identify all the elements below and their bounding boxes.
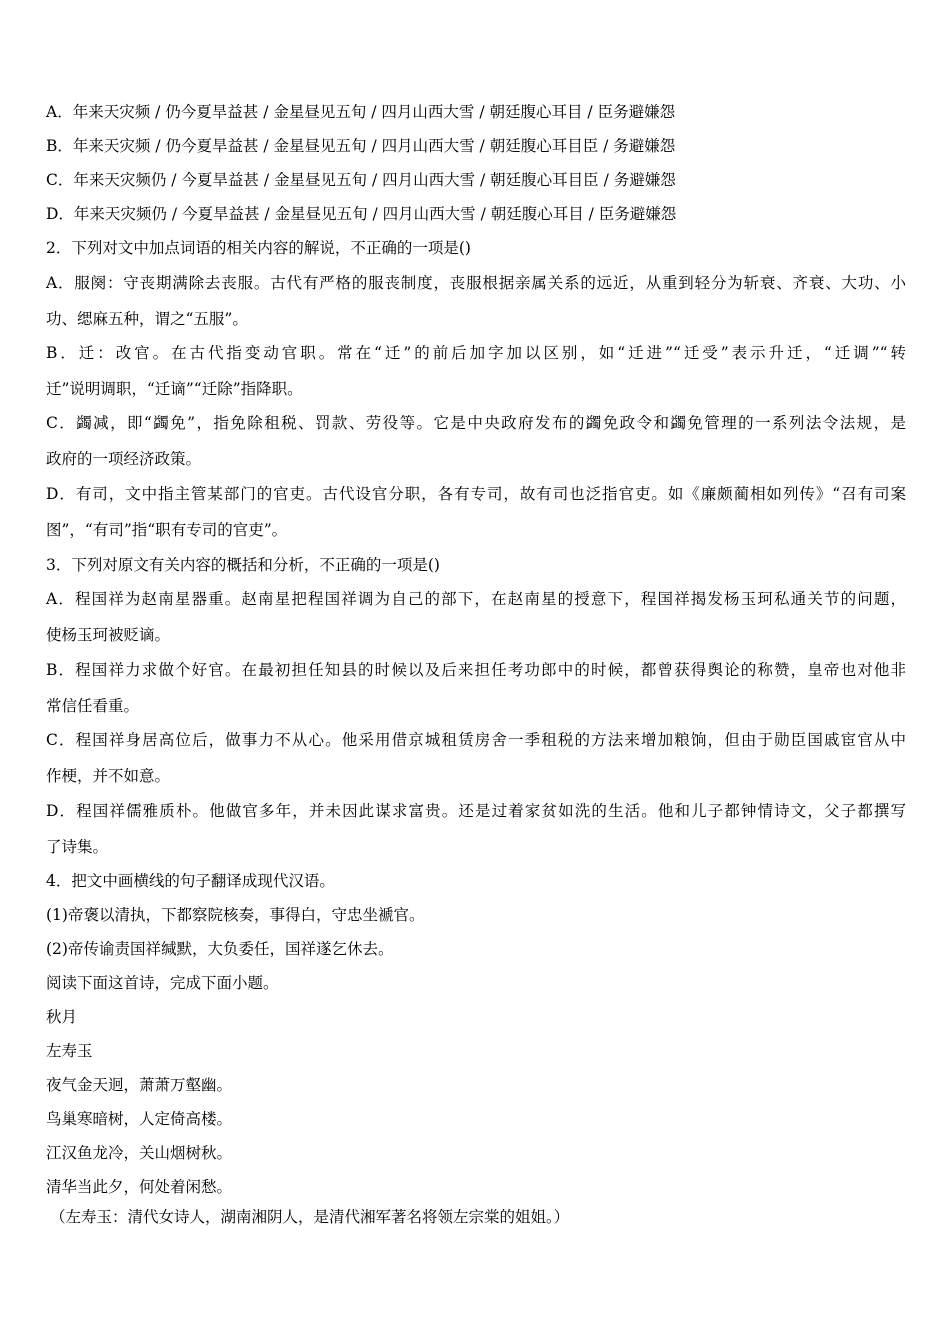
poem-line-4: 清华当此夕，何处着闲愁。 <box>46 1178 233 1196</box>
poem-title: 秋月 <box>46 1008 78 1026</box>
q2-option-d-line2: 图”，“有司”指“职有专司的官吏”。 <box>46 521 288 539</box>
q2-option-b-line1: B．迁：改官。在古代指变动官职。常在“迁”的前后加字加以区别，如“迁进”“迁受”表示升迁，“迁调”“转 <box>46 344 906 362</box>
poem-author: 左寿玉 <box>46 1042 93 1060</box>
q4-sentence-1: (1)帝褒以清执，下都察院核奏，事得白，守忠坐褫官。 <box>46 906 425 924</box>
poem-note: （左寿玉：清代女诗人，湖南湘阴人，是清代湘军著名将领左宗棠的姐姐。） <box>50 1208 570 1226</box>
poem-line-3: 江汉鱼龙冷，关山烟树秋。 <box>46 1144 233 1162</box>
poem-line-1: 夜气金天迥，萧萧万壑幽。 <box>46 1076 233 1094</box>
poem-intro: 阅读下面这首诗，完成下面小题。 <box>46 974 279 992</box>
q3-option-c-line1: C．程国祥身居高位后，做事力不从心。他采用借京城租赁房舍一季租税的方法来增加粮饷，但由于勋臣国戚宦官从中 <box>46 731 906 749</box>
q3-option-a-line1: A．程国祥为赵南星器重。赵南星把程国祥调为自己的部下，在赵南星的授意下，程国祥揭发杨玉珂私通关节的问题， <box>46 590 906 608</box>
q2-stem: 2．下列对文中加点词语的相关内容的解说，不正确的一项是() <box>46 239 471 257</box>
q3-option-b-line2: 常信任看重。 <box>46 697 140 715</box>
q1-option-b: B．年来天灾频 / 仍今夏旱益甚 / 金星昼见五旬 / 四月山西大雪 / 朝廷腹心耳目臣 / 务避嫌怨 <box>46 137 676 155</box>
q1-option-a: A．年来天灾频 / 仍今夏旱益甚 / 金星昼见五旬 / 四月山西大雪 / 朝廷腹心耳目 / 臣务避嫌怨 <box>46 103 676 121</box>
q1-option-d: D．年来天灾频仍 / 今夏旱益甚 / 金星昼见五旬 / 四月山西大雪 / 朝廷腹心耳目 / 臣务避嫌怨 <box>46 205 677 223</box>
q2-option-d-line1: D．有司，文中指主管某部门的官吏。古代设官分职，各有专司，故有司也泛指官吏。如《廉颇蔺相如列传》“召有司案 <box>46 485 906 503</box>
q3-option-d-line1: D．程国祥儒雅质朴。他做官多年，并未因此谋求富贵。还是过着家贫如洗的生活。他和儿子都钟情诗文，父子都撰写 <box>46 802 906 820</box>
q2-option-c-line2: 政府的一项经济政策。 <box>46 450 202 468</box>
q1-option-c: C．年来天灾频仍 / 今夏旱益甚 / 金星昼见五旬 / 四月山西大雪 / 朝廷腹心耳目臣 / 务避嫌怨 <box>46 171 676 189</box>
q2-option-c-line1: C．蠲减，即“蠲免”，指免除租税、罚款、劳役等。它是中央政府发布的蠲免政令和蠲免管理的一系列法令法规，是 <box>46 414 906 432</box>
q3-option-a-line2: 使杨玉珂被贬谪。 <box>46 626 171 644</box>
q2-option-a-line2: 功、缌麻五种，谓之“五服”。 <box>46 310 248 328</box>
q3-stem: 3．下列对原文有关内容的概括和分析，不正确的一项是() <box>46 556 440 574</box>
q3-option-d-line2: 了诗集。 <box>46 838 109 856</box>
q2-option-b-line2: 迁”说明调职，“迁谪”“迁除”指降职。 <box>46 380 303 398</box>
poem-line-2: 鸟巢寒暗树，人定倚高楼。 <box>46 1110 233 1128</box>
q2-option-a-line1: A．服阕：守丧期满除去丧服。古代有严格的服丧制度，丧服根据亲属关系的远近，从重到轻分为斩衰、齐衰、大功、小 <box>46 274 906 292</box>
q4-sentence-2: (2)帝传谕责国祥缄默，大负委任，国祥遂乞休去。 <box>46 940 394 958</box>
q3-option-b-line1: B．程国祥力求做个好官。在最初担任知县的时候以及后来担任考功郎中的时候，都曾获得舆论的称赞，皇帝也对他非 <box>46 661 906 679</box>
q4-stem: 4．把文中画横线的句子翻译成现代汉语。 <box>46 872 335 890</box>
q3-option-c-line2: 作梗，并不如意。 <box>46 767 171 785</box>
